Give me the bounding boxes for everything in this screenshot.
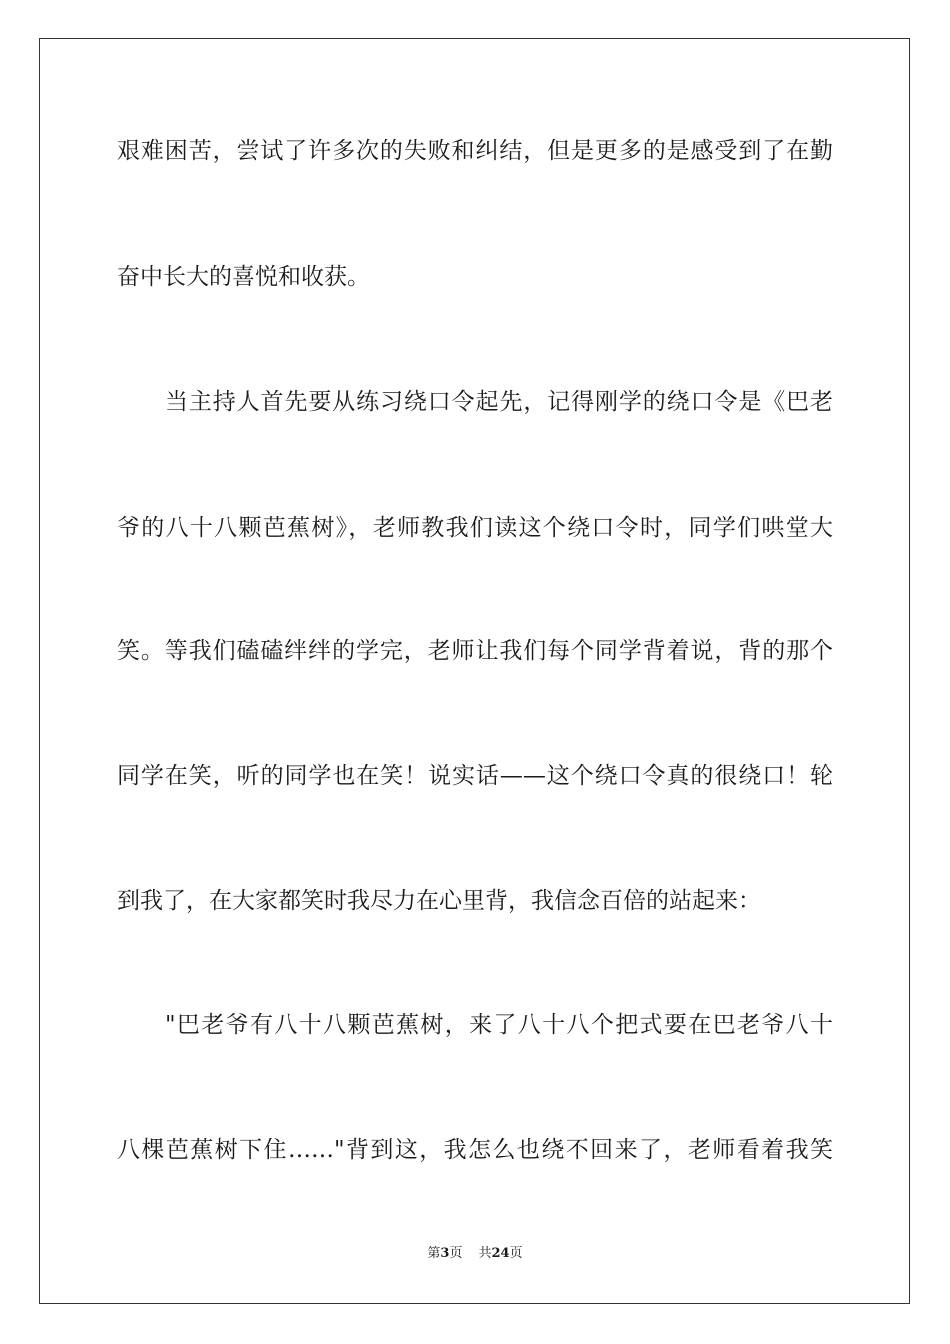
footer-page-suffix: 页 [449,1246,463,1261]
text-line-8: "巴老爷有八十八颗芭蕉树，来了八十八个把式要在巴老爷八十 [165,1012,833,1038]
footer-total-suffix: 页 [509,1246,523,1261]
footer-total-pages: 24 [491,1246,510,1261]
text-line-1: 艰难困苦，尝试了许多次的失败和纠结，但是更多的是感受到了在勤 [117,138,833,164]
text-line-6: 同学在笑，听的同学也在笑！说实话——这个绕口令真的很绕口！轮 [117,763,833,789]
footer-page-number: 3 [440,1246,450,1261]
text-line-9: 八棵芭蕉树下住……"背到这，我怎么也绕不回来了，老师看着我笑 [117,1137,833,1163]
text-line-3: 当主持人首先要从练习绕口令起先，记得刚学的绕口令是《巴老 [165,389,833,415]
page-footer [0,1245,950,1263]
text-line-4: 爷的八十八颗芭蕉树》，老师教我们读这个绕口令时，同学们哄堂大 [117,515,833,541]
page-frame [39,38,910,1304]
text-line-7: 到我了，在大家都笑时我尽力在心里背，我信念百倍的站起来： [117,888,761,914]
text-line-5: 笑。等我们磕磕绊绊的学完，老师让我们每个同学背着说，背的那个 [117,638,833,664]
text-line-2: 奋中长大的喜悦和收获。 [117,264,370,290]
footer-page-prefix: 第 [427,1246,441,1261]
footer-total-prefix: 共 [478,1246,492,1261]
